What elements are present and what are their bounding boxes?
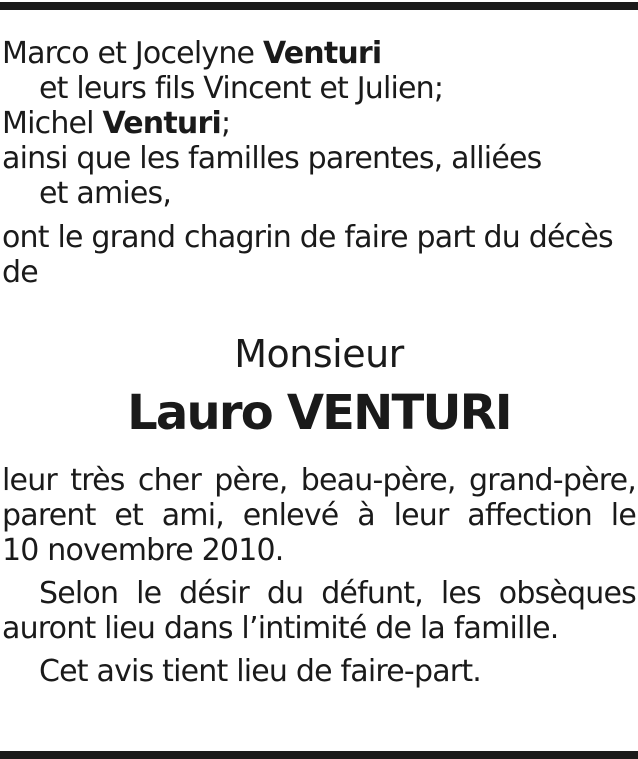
bottom-border-rule <box>0 751 638 759</box>
family-line-friends: et amies, <box>39 176 172 211</box>
obituary-notice <box>2 36 636 689</box>
closing-statement: Cet avis tient lieu de faire-part. <box>39 654 482 689</box>
family-line-3-surname: Venturi <box>102 106 221 141</box>
announcement-line-1: ont le grand chagrin de faire part du décès <box>2 220 613 255</box>
funeral-line-1: Selon le désir du défunt, les obsèques <box>39 576 636 611</box>
family-line-relatives: ainsi que les familles parentes, alliées <box>2 141 542 176</box>
funeral-line-2: auront lieu dans l’intimité de la famille. <box>2 611 559 646</box>
family-line-sons: et leurs fils Vincent et Julien; <box>39 71 444 106</box>
top-border-rule <box>0 2 638 10</box>
family-line-marco-jocelyne <box>2 36 636 71</box>
description-line-2: parent et ami, enlevé à leur affection le <box>2 498 636 533</box>
deceased-name: Lauro VENTURI <box>127 385 511 441</box>
family-line-michel <box>2 106 636 141</box>
description-line-3: 10 novembre 2010. <box>2 533 284 568</box>
deceased-title: Monsieur <box>234 332 404 376</box>
family-line-3-prefix: Michel <box>2 106 103 141</box>
description-line-1: leur très cher père, beau-père, grand-père, <box>2 463 636 498</box>
family-line-3-suffix: ; <box>220 106 231 141</box>
announcement-line-2: de <box>2 255 38 290</box>
family-line-1-prefix: Marco et Jocelyne <box>2 36 263 71</box>
family-line-1-surname: Venturi <box>262 36 382 71</box>
